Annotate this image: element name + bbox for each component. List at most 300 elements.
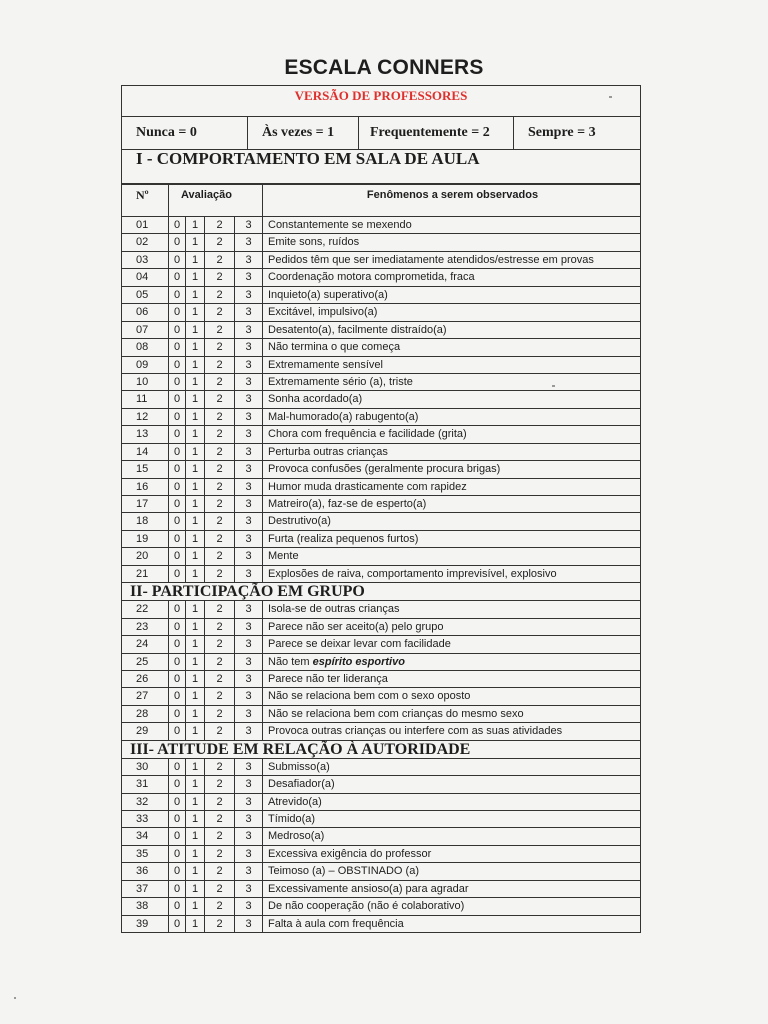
- rating-option-3[interactable]: 3: [234, 548, 262, 564]
- rating-option-2[interactable]: 2: [204, 671, 234, 687]
- item-number: 13: [136, 428, 149, 441]
- rating-option-0[interactable]: 0: [168, 374, 185, 390]
- rating-option-0[interactable]: 0: [168, 881, 185, 897]
- rating-option-3[interactable]: 3: [234, 828, 262, 844]
- rating-option-2[interactable]: 2: [204, 426, 234, 442]
- item-number: 20: [136, 550, 149, 563]
- item-text: Extremamente sensível: [268, 358, 383, 371]
- section-title: II- PARTICIPAÇÃO EM GRUPO: [122, 583, 640, 601]
- table-row: [122, 234, 640, 251]
- rating-option-0[interactable]: 0: [168, 252, 185, 268]
- item-text: Matreiro(a), faz-se de esperto(a): [268, 498, 427, 510]
- rating-option-3[interactable]: 3: [234, 688, 262, 704]
- item-description: [262, 496, 642, 512]
- rating-option-1[interactable]: 1: [185, 566, 204, 582]
- rating-option-3[interactable]: 3: [234, 426, 262, 442]
- rating-option-0[interactable]: 0: [168, 269, 185, 285]
- rating-option-3[interactable]: 3: [234, 252, 262, 268]
- item-description: [262, 828, 642, 844]
- header-phenomena: Fenômenos a serem observados: [262, 185, 642, 216]
- item-number: 33: [136, 813, 149, 825]
- rating-option-1[interactable]: 1: [185, 479, 204, 495]
- item-number: 27: [136, 690, 149, 703]
- section-title: III- ATITUDE EM RELAÇÃO À AUTORIDADE: [122, 741, 640, 759]
- rating-option-0[interactable]: 0: [168, 234, 185, 250]
- rating-option-3[interactable]: 3: [234, 916, 262, 932]
- rating-option-0[interactable]: 0: [168, 688, 185, 704]
- rating-option-0[interactable]: 0: [168, 513, 185, 529]
- item-text: Constantemente se mexendo: [268, 219, 412, 231]
- rating-option-1[interactable]: 1: [185, 846, 204, 862]
- rating-option-1[interactable]: 1: [185, 234, 204, 250]
- rating-option-1[interactable]: 1: [185, 619, 204, 635]
- rating-option-3[interactable]: 3: [234, 811, 262, 827]
- rating-option-2[interactable]: 2: [204, 898, 234, 914]
- rating-option-2[interactable]: 2: [204, 619, 234, 635]
- table-row: [122, 304, 640, 321]
- rating-option-0[interactable]: 0: [168, 496, 185, 512]
- item-number: 29: [136, 725, 149, 738]
- table-row: [122, 601, 640, 618]
- rating-option-3[interactable]: 3: [234, 654, 262, 670]
- item-description: [262, 513, 642, 529]
- rating-option-0[interactable]: 0: [168, 322, 185, 338]
- item-description: [262, 601, 642, 617]
- rating-option-3[interactable]: 3: [234, 759, 262, 775]
- rating-option-1[interactable]: 1: [185, 287, 204, 303]
- observation-table: [121, 184, 641, 933]
- item-number: 37: [136, 882, 149, 895]
- rating-option-3[interactable]: 3: [234, 269, 262, 285]
- rating-option-2[interactable]: 2: [204, 269, 234, 285]
- table-row: [122, 252, 640, 269]
- rating-option-2[interactable]: 2: [204, 863, 234, 879]
- rating-option-1[interactable]: 1: [185, 794, 204, 810]
- rating-option-2[interactable]: 2: [204, 409, 234, 425]
- item-text: Mente: [268, 550, 299, 563]
- item-description: [262, 688, 642, 704]
- rating-option-0[interactable]: 0: [168, 287, 185, 303]
- rating-option-3[interactable]: 3: [234, 776, 262, 792]
- scale-never: Nunca = 0: [136, 125, 197, 140]
- rating-option-0[interactable]: 0: [168, 654, 185, 670]
- item-description: [262, 759, 642, 775]
- item-text: Tímido(a): [268, 813, 316, 825]
- table-row: [122, 636, 640, 653]
- item-description: [262, 269, 642, 285]
- rating-option-1[interactable]: 1: [185, 322, 204, 338]
- item-description: [262, 916, 642, 932]
- rating-option-0[interactable]: 0: [168, 479, 185, 495]
- item-description: [262, 898, 642, 914]
- table-row: [122, 322, 640, 339]
- table-header: [122, 184, 640, 217]
- item-description: [262, 723, 642, 739]
- item-text: Extremamente sério (a), triste: [268, 375, 413, 388]
- rating-option-3[interactable]: 3: [234, 619, 262, 635]
- rating-option-3[interactable]: 3: [234, 636, 262, 652]
- item-number: 09: [136, 358, 149, 371]
- item-number: 36: [136, 865, 149, 878]
- rating-option-3[interactable]: 3: [234, 671, 262, 687]
- rating-option-2[interactable]: 2: [204, 531, 234, 547]
- scan-speck: [609, 96, 612, 98]
- rating-option-2[interactable]: 2: [204, 391, 234, 407]
- rating-option-3[interactable]: 3: [234, 391, 262, 407]
- rating-option-2[interactable]: 2: [204, 339, 234, 355]
- rating-option-1[interactable]: 1: [185, 688, 204, 704]
- table-row: [122, 531, 640, 548]
- table-row: [122, 548, 640, 565]
- item-text: Coordenação motora comprometida, fraca: [268, 271, 475, 284]
- rating-option-0[interactable]: 0: [168, 863, 185, 879]
- item-description: [262, 846, 642, 862]
- table-row: [122, 671, 640, 688]
- rating-option-3[interactable]: 3: [234, 461, 262, 477]
- rating-option-2[interactable]: 2: [204, 706, 234, 722]
- header-number: Nº: [136, 188, 149, 202]
- item-description: [262, 794, 642, 810]
- rating-option-1[interactable]: 1: [185, 828, 204, 844]
- rating-option-1[interactable]: 1: [185, 654, 204, 670]
- item-description: [262, 252, 642, 268]
- rating-option-3[interactable]: 3: [234, 217, 262, 233]
- item-number: 32: [136, 795, 149, 808]
- item-description: [262, 339, 642, 355]
- table-row: [122, 217, 640, 234]
- item-description: [262, 881, 642, 897]
- item-text: Não tem: [268, 655, 313, 668]
- item-text: Parece não ser aceito(a) pelo grupo: [268, 620, 444, 633]
- item-description: [262, 391, 642, 407]
- rating-option-0[interactable]: 0: [168, 531, 185, 547]
- rating-option-3[interactable]: 3: [234, 339, 262, 355]
- rating-option-1[interactable]: 1: [185, 636, 204, 652]
- rating-option-2[interactable]: 2: [204, 304, 234, 320]
- rating-option-3[interactable]: 3: [234, 444, 262, 460]
- item-number: 39: [136, 917, 149, 930]
- table-row: [122, 794, 640, 811]
- rating-option-0[interactable]: 0: [168, 811, 185, 827]
- table-row: [122, 479, 640, 496]
- item-description: [262, 863, 642, 879]
- rating-option-1[interactable]: 1: [185, 863, 204, 879]
- scale-frequently: Frequentemente = 2: [358, 117, 513, 149]
- table-row: [122, 269, 640, 286]
- table-row: [122, 444, 640, 461]
- rating-option-1[interactable]: 1: [185, 916, 204, 932]
- item-text: Explosões de raiva, comportamento imprevisível, explosivo: [268, 567, 557, 580]
- item-text: Sonha acordado(a): [268, 393, 363, 406]
- item-text: Inquieto(a) superativo(a): [268, 288, 388, 301]
- rating-option-1[interactable]: 1: [185, 269, 204, 285]
- item-description: [262, 811, 642, 827]
- rating-option-1[interactable]: 1: [185, 811, 204, 827]
- rating-option-3[interactable]: 3: [234, 846, 262, 862]
- table-row: [122, 619, 640, 636]
- rating-option-1[interactable]: 1: [185, 339, 204, 355]
- rating-option-2[interactable]: 2: [204, 234, 234, 250]
- item-text: Mal-humorado(a) rabugento(a): [268, 410, 419, 423]
- rating-option-3[interactable]: 3: [234, 357, 262, 373]
- item-number: 12: [136, 410, 149, 423]
- rating-option-0[interactable]: 0: [168, 898, 185, 914]
- rating-option-2[interactable]: 2: [204, 461, 234, 477]
- rating-option-2[interactable]: 2: [204, 688, 234, 704]
- item-text: Parece se deixar levar com facilidade: [268, 638, 451, 651]
- item-text: Emite sons, ruídos: [268, 236, 360, 249]
- rating-option-1[interactable]: 1: [185, 898, 204, 914]
- item-number: 17: [136, 498, 149, 510]
- item-text: Medroso(a): [268, 830, 325, 843]
- rating-option-2[interactable]: 2: [204, 811, 234, 827]
- item-text: Chora com frequência e facilidade (grita): [268, 428, 467, 441]
- item-text: Pedidos têm que ser imediatamente atendidos/estresse em provas: [268, 253, 594, 266]
- item-number: 28: [136, 707, 149, 720]
- item-text: Excessiva exigência do professor: [268, 847, 432, 860]
- rating-option-3[interactable]: 3: [234, 322, 262, 338]
- rating-option-0[interactable]: 0: [168, 566, 185, 582]
- table-row: [122, 688, 640, 705]
- rating-option-1[interactable]: 1: [185, 357, 204, 373]
- rating-option-3[interactable]: 3: [234, 304, 262, 320]
- rating-option-3[interactable]: 3: [234, 287, 262, 303]
- rating-option-2[interactable]: 2: [204, 322, 234, 338]
- rating-option-1[interactable]: 1: [185, 776, 204, 792]
- rating-option-0[interactable]: 0: [168, 304, 185, 320]
- rating-option-0[interactable]: 0: [168, 444, 185, 460]
- rating-option-1[interactable]: 1: [185, 374, 204, 390]
- rating-option-1[interactable]: 1: [185, 426, 204, 442]
- rating-scale-legend: [122, 116, 640, 150]
- rating-option-2[interactable]: 2: [204, 776, 234, 792]
- rating-option-2[interactable]: 2: [204, 444, 234, 460]
- rating-option-2[interactable]: 2: [204, 217, 234, 233]
- rating-option-3[interactable]: 3: [234, 531, 262, 547]
- document-title: ESCALA CONNERS: [284, 56, 484, 79]
- rating-option-0[interactable]: 0: [168, 619, 185, 635]
- rating-option-2[interactable]: 2: [204, 881, 234, 897]
- item-description: [262, 217, 642, 233]
- item-description: [262, 287, 642, 303]
- item-number: 25: [136, 655, 149, 668]
- item-text: Isola-se de outras crianças: [268, 603, 400, 616]
- item-description: [262, 531, 642, 547]
- rating-option-2[interactable]: 2: [204, 654, 234, 670]
- table-row: [122, 426, 640, 443]
- item-text: Atrevido(a): [268, 795, 322, 808]
- item-description: [262, 461, 642, 477]
- rating-option-2[interactable]: 2: [204, 479, 234, 495]
- item-text: Desafiador(a): [268, 778, 335, 791]
- rating-option-0[interactable]: 0: [168, 759, 185, 775]
- item-number: 11: [136, 393, 148, 406]
- item-text: De não cooperação (não é colaborativo): [268, 900, 465, 913]
- item-number: 16: [136, 480, 149, 493]
- rating-option-0[interactable]: 0: [168, 723, 185, 739]
- item-description: [262, 776, 642, 792]
- rating-option-1[interactable]: 1: [185, 496, 204, 512]
- item-number: 06: [136, 306, 149, 319]
- rating-option-1[interactable]: 1: [185, 706, 204, 722]
- rating-option-0[interactable]: 0: [168, 706, 185, 722]
- item-text: Provoca outras crianças ou interfere com as suas atividades: [268, 725, 563, 738]
- rating-option-0[interactable]: 0: [168, 426, 185, 442]
- item-number: 08: [136, 341, 149, 354]
- rating-option-3[interactable]: 3: [234, 496, 262, 512]
- item-number: 35: [136, 847, 149, 860]
- rating-option-2[interactable]: 2: [204, 759, 234, 775]
- item-text: Parece não ter liderança: [268, 672, 388, 685]
- scale-always: Sempre = 3: [513, 117, 642, 149]
- item-number: 03: [136, 253, 149, 266]
- rating-option-3[interactable]: 3: [234, 881, 262, 897]
- item-description: [262, 548, 642, 564]
- rating-option-2[interactable]: 2: [204, 252, 234, 268]
- item-number: 04: [136, 271, 149, 284]
- rating-option-3[interactable]: 3: [234, 706, 262, 722]
- rating-option-0[interactable]: 0: [168, 794, 185, 810]
- item-description: [262, 671, 642, 687]
- table-row: [122, 759, 640, 776]
- rating-option-2[interactable]: 2: [204, 287, 234, 303]
- rating-option-3[interactable]: 3: [234, 374, 262, 390]
- rating-option-3[interactable]: 3: [234, 513, 262, 529]
- item-text: Desatento(a), facilmente distraído(a): [268, 323, 447, 336]
- rating-option-3[interactable]: 3: [234, 409, 262, 425]
- item-description: [262, 444, 642, 460]
- item-description: [262, 304, 642, 320]
- rating-option-0[interactable]: 0: [168, 671, 185, 687]
- rating-option-0[interactable]: 0: [168, 636, 185, 652]
- rating-option-3[interactable]: 3: [234, 601, 262, 617]
- rating-option-2[interactable]: 2: [204, 794, 234, 810]
- rating-option-2[interactable]: 2: [204, 513, 234, 529]
- item-text: Submisso(a): [268, 760, 330, 773]
- item-number: 21: [136, 567, 149, 580]
- table-row: [122, 654, 640, 671]
- item-description: [262, 322, 642, 338]
- item-text: Destrutivo(a): [268, 515, 331, 528]
- item-number: 02: [136, 236, 149, 249]
- rating-option-1[interactable]: 1: [185, 391, 204, 407]
- scan-speck: [14, 997, 16, 999]
- table-row: [122, 776, 640, 793]
- rating-option-3[interactable]: 3: [234, 723, 262, 739]
- rating-option-0[interactable]: 0: [168, 601, 185, 617]
- version-subtitle: VERSÃO DE PROFESSORES: [294, 88, 468, 103]
- rating-option-2[interactable]: 2: [204, 496, 234, 512]
- rating-option-2[interactable]: 2: [204, 357, 234, 373]
- table-row: [122, 916, 640, 933]
- rating-option-1[interactable]: 1: [185, 304, 204, 320]
- item-number: 14: [136, 445, 149, 458]
- item-description: [262, 409, 642, 425]
- item-description: [262, 706, 642, 722]
- rating-option-2[interactable]: 2: [204, 723, 234, 739]
- item-number: 18: [136, 515, 149, 528]
- rating-option-2[interactable]: 2: [204, 566, 234, 582]
- rating-option-0[interactable]: 0: [168, 461, 185, 477]
- table-row: [122, 863, 640, 880]
- rating-option-1[interactable]: 1: [185, 759, 204, 775]
- rating-option-1[interactable]: 1: [185, 601, 204, 617]
- rating-option-2[interactable]: 2: [204, 636, 234, 652]
- table-row: [122, 391, 640, 408]
- rating-option-2[interactable]: 2: [204, 601, 234, 617]
- rating-option-1[interactable]: 1: [185, 531, 204, 547]
- rating-option-0[interactable]: 0: [168, 357, 185, 373]
- rating-option-1[interactable]: 1: [185, 409, 204, 425]
- item-description: [262, 426, 642, 442]
- rating-option-1[interactable]: 1: [185, 723, 204, 739]
- rating-option-3[interactable]: 3: [234, 479, 262, 495]
- rating-option-1[interactable]: 1: [185, 217, 204, 233]
- rating-option-0[interactable]: 0: [168, 548, 185, 564]
- item-description: [262, 619, 642, 635]
- rating-option-3[interactable]: 3: [234, 566, 262, 582]
- rating-option-0[interactable]: 0: [168, 776, 185, 792]
- rating-option-0[interactable]: 0: [168, 409, 185, 425]
- rating-option-0[interactable]: 0: [168, 846, 185, 862]
- header-box: [121, 85, 641, 184]
- header-rating: Avaliação: [168, 185, 262, 216]
- rating-option-1[interactable]: 1: [185, 252, 204, 268]
- table-row: [122, 287, 640, 304]
- rating-option-3[interactable]: 3: [234, 898, 262, 914]
- scale-sometimes: Às vezes = 1: [247, 117, 358, 149]
- rating-option-1[interactable]: 1: [185, 671, 204, 687]
- item-description: [262, 374, 642, 390]
- rating-option-0[interactable]: 0: [168, 828, 185, 844]
- rating-option-2[interactable]: 2: [204, 548, 234, 564]
- rating-option-1[interactable]: 1: [185, 461, 204, 477]
- rating-option-0[interactable]: 0: [168, 217, 185, 233]
- rating-option-1[interactable]: 1: [185, 548, 204, 564]
- rating-option-0[interactable]: 0: [168, 339, 185, 355]
- rating-option-2[interactable]: 2: [204, 828, 234, 844]
- item-description: [262, 654, 642, 670]
- item-number: 15: [136, 463, 149, 476]
- item-number: 19: [136, 532, 149, 545]
- rating-option-1[interactable]: 1: [185, 513, 204, 529]
- rating-option-1[interactable]: 1: [185, 444, 204, 460]
- rating-option-2[interactable]: 2: [204, 846, 234, 862]
- table-row: [122, 461, 640, 478]
- item-text: Teimoso (a) – OBSTINADO (a): [268, 865, 419, 878]
- item-text: Não se relaciona bem com o sexo oposto: [268, 690, 471, 703]
- rating-option-2[interactable]: 2: [204, 374, 234, 390]
- table-row: [122, 723, 640, 740]
- rating-option-1[interactable]: 1: [185, 881, 204, 897]
- item-description: [262, 234, 642, 250]
- item-description: [262, 636, 642, 652]
- item-text: Humor muda drasticamente com rapidez: [268, 480, 467, 493]
- item-text: Não termina o que começa: [268, 341, 401, 354]
- table-row: [122, 513, 640, 530]
- table-row: [122, 706, 640, 723]
- rating-option-0[interactable]: 0: [168, 391, 185, 407]
- table-row: [122, 881, 640, 898]
- item-text: Excitável, impulsivo(a): [268, 306, 378, 319]
- rating-option-3[interactable]: 3: [234, 863, 262, 879]
- rating-option-0[interactable]: 0: [168, 916, 185, 932]
- item-text: Excessivamente ansioso(a) para agradar: [268, 882, 469, 895]
- rating-option-2[interactable]: 2: [204, 916, 234, 932]
- rating-option-3[interactable]: 3: [234, 794, 262, 810]
- item-number: 10: [136, 375, 149, 388]
- rating-option-3[interactable]: 3: [234, 234, 262, 250]
